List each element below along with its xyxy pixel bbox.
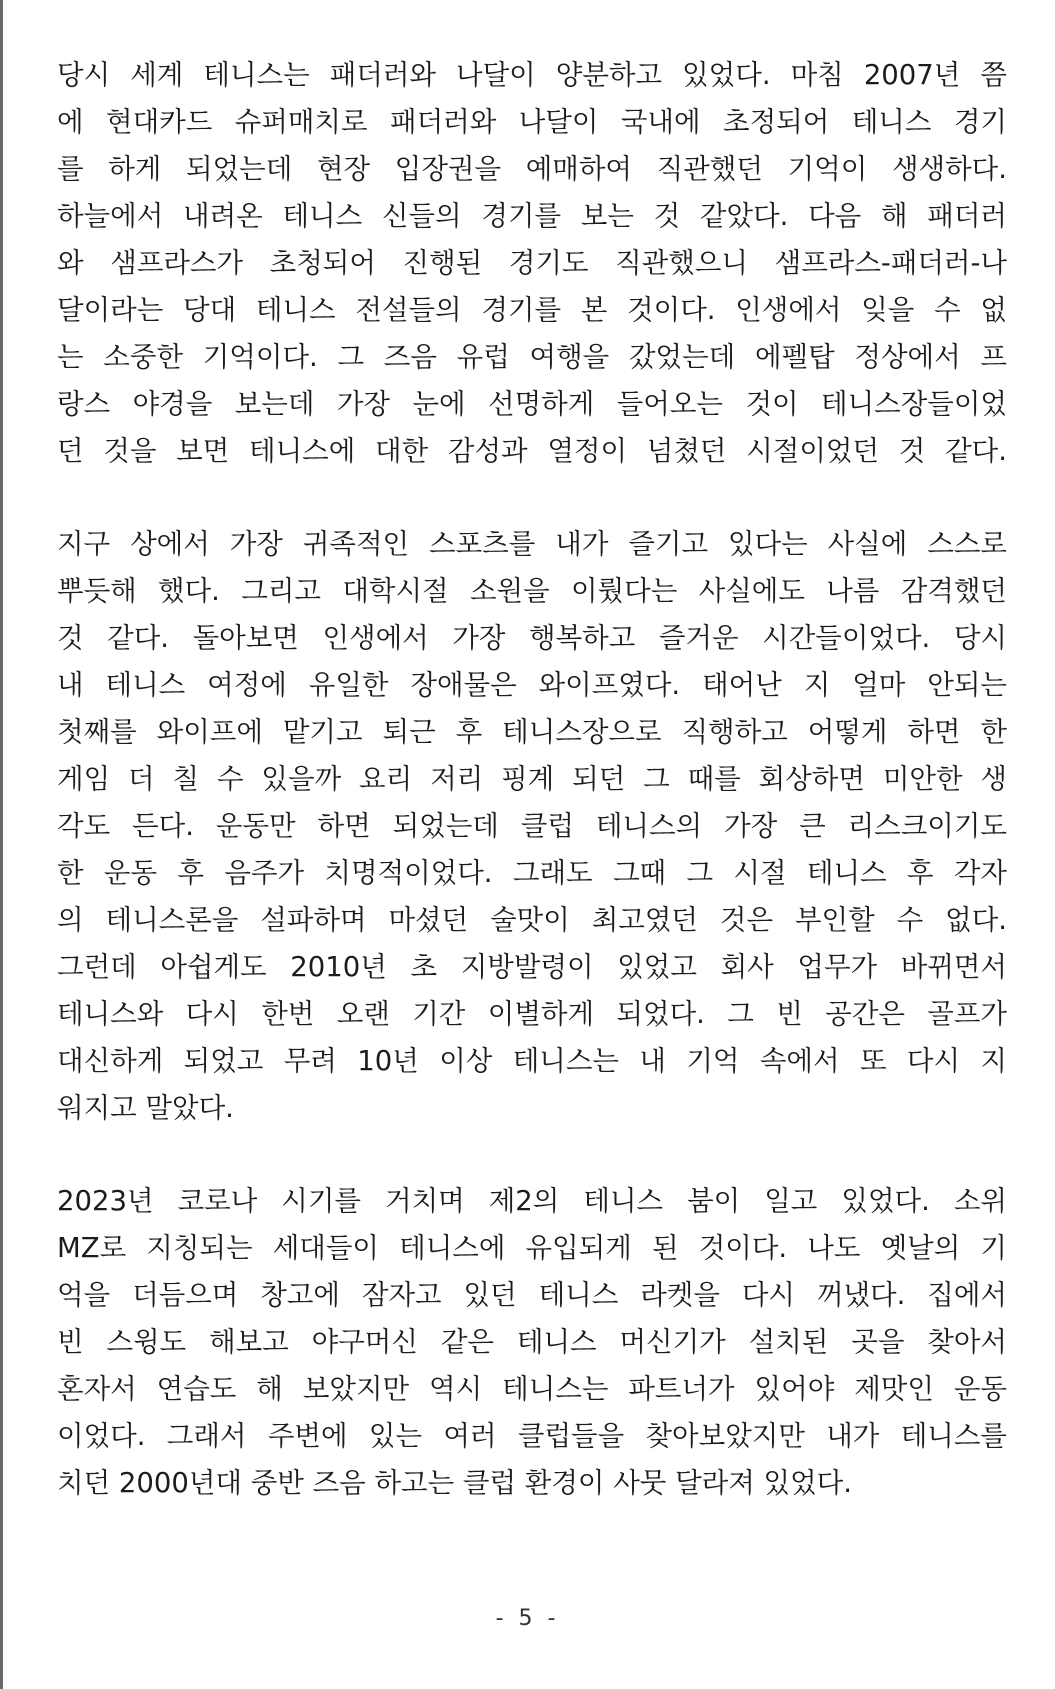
text-line: 달이라는 당대 테니스 전설들의 경기를 본 것이다. 인생에서 잊을 수 없: [57, 294, 1007, 326]
text-line: 혼자서 연습도 해 보았지만 역시 테니스는 파트너가 있어야 제맛인 운동: [57, 1373, 1007, 1405]
text-line: 지구 상에서 가장 귀족적인 스포츠를 내가 즐기고 있다는 사실에 스스로: [57, 528, 1007, 560]
text-line: 것 같다. 돌아보면 인생에서 가장 행복하고 즐거운 시간들이었다. 당시: [57, 622, 1007, 654]
page-edge-divider: [0, 0, 3, 1689]
document-body: [57, 52, 1007, 1553]
paragraph-3: [57, 1178, 1007, 1507]
text-line: 던 것을 보면 테니스에 대한 감성과 열정이 넘쳤던 시절이었던 것 같다.: [57, 435, 1007, 467]
paragraph-1: [57, 52, 1007, 475]
text-line: 빈 스윙도 해보고 야구머신 같은 테니스 머신기가 설치된 곳을 찾아서: [57, 1326, 1007, 1358]
text-line: 게임 더 칠 수 있을까 요리 저리 핑계 되던 그 때를 회상하면 미안한 생: [57, 763, 1007, 795]
paragraph-2: [57, 521, 1007, 1132]
text-line: 내 테니스 여정에 유일한 장애물은 와이프였다. 태어난 지 얼마 안되는: [57, 669, 1007, 701]
text-line: 억을 더듬으며 창고에 잠자고 있던 테니스 라켓을 다시 꺼냈다. 집에서: [57, 1279, 1007, 1311]
text-line: 랑스 야경을 보는데 가장 눈에 선명하게 들어오는 것이 테니스장들이었: [57, 388, 1007, 420]
text-line: 대신하게 되었고 무려 10년 이상 테니스는 내 기억 속에서 또 다시 지: [57, 1045, 1007, 1077]
text-line: 치던 2000년대 중반 즈음 하고는 클럽 환경이 사뭇 달라져 있었다.: [57, 1467, 852, 1499]
page-number: - 5 -: [495, 1606, 560, 1631]
text-line: 한 운동 후 음주가 치명적이었다. 그래도 그때 그 시절 테니스 후 각자: [57, 857, 1007, 889]
text-line: 에 현대카드 슈퍼매치로 패더러와 나달이 국내에 초정되어 테니스 경기: [57, 106, 1007, 138]
text-line: 워지고 말았다.: [57, 1092, 234, 1124]
text-line: 이었다. 그래서 주변에 있는 여러 클럽들을 찾아보았지만 내가 테니스를: [57, 1420, 1007, 1452]
text-line: MZ로 지칭되는 세대들이 테니스에 유입되게 된 것이다. 나도 옛날의 기: [57, 1232, 1007, 1264]
text-line: 그런데 아쉽게도 2010년 초 지방발령이 있었고 회사 업무가 바뀌면서: [57, 951, 1007, 983]
text-line: 뿌듯해 했다. 그리고 대학시절 소원을 이뤘다는 사실에도 나름 감격했던: [57, 575, 1007, 607]
text-line: 첫째를 와이프에 맡기고 퇴근 후 테니스장으로 직행하고 어떻게 하면 한: [57, 716, 1007, 748]
text-line: 는 소중한 기억이다. 그 즈음 유럽 여행을 갔었는데 에펠탑 정상에서 프: [57, 341, 1007, 373]
text-line: 각도 든다. 운동만 하면 되었는데 클럽 테니스의 가장 큰 리스크이기도: [57, 810, 1007, 842]
text-line: 2023년 코로나 시기를 거치며 제2의 테니스 붐이 일고 있었다. 소위: [57, 1185, 1007, 1217]
text-line: 테니스와 다시 한번 오랜 기간 이별하게 되었다. 그 빈 공간은 골프가: [57, 998, 1007, 1030]
text-line: 와 샘프라스가 초청되어 진행된 경기도 직관했으니 샘프라스-패더러-나: [57, 247, 1007, 279]
text-line: 하늘에서 내려온 테니스 신들의 경기를 보는 것 같았다. 다음 해 패더러: [57, 200, 1007, 232]
text-line: 의 테니스론을 설파하며 마셨던 술맛이 최고였던 것은 부인할 수 없다.: [57, 904, 1007, 936]
text-line: 를 하게 되었는데 현장 입장권을 예매하여 직관했던 기억이 생생하다.: [57, 153, 1007, 185]
text-line: 당시 세계 테니스는 패더러와 나달이 양분하고 있었다. 마침 2007년 쯤: [57, 59, 1007, 91]
